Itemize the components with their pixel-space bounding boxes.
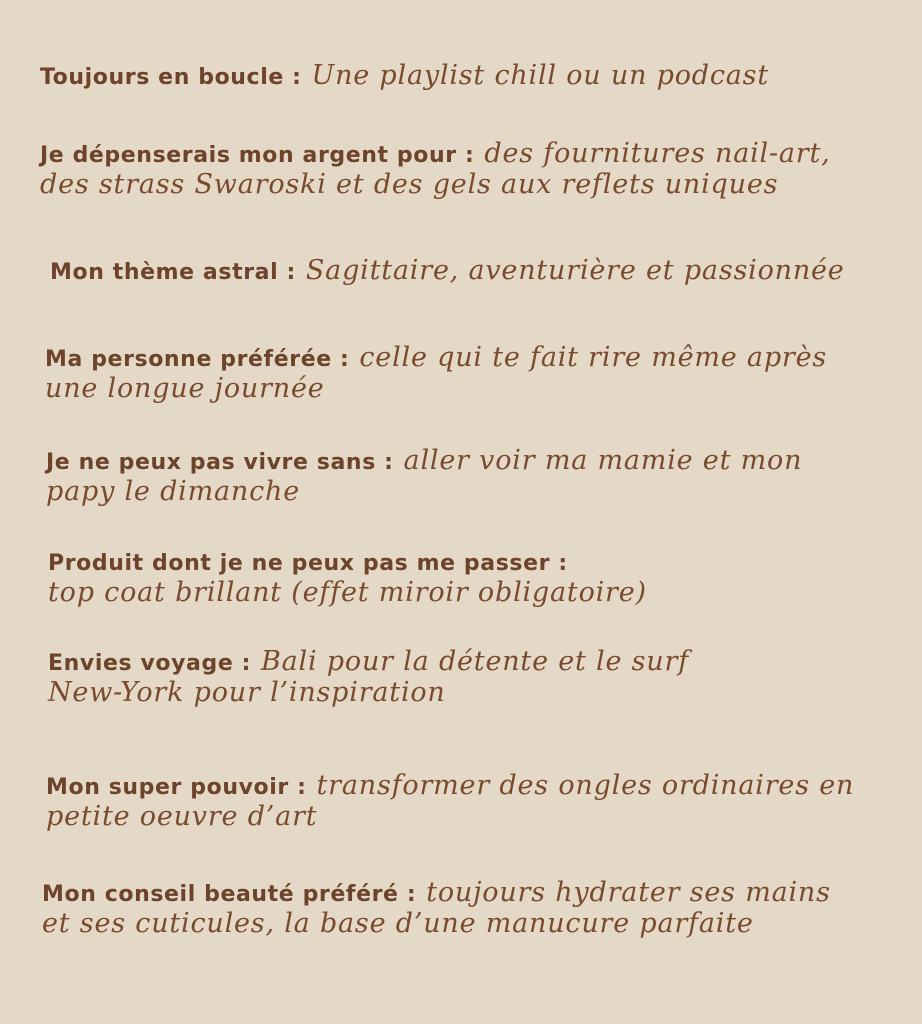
entry-spending xyxy=(40,140,831,198)
entry-value: Une playlist chill ou un podcast xyxy=(311,60,769,91)
entry-value: toujours hydrater ses mains xyxy=(426,877,831,908)
entry-line-continued xyxy=(45,375,827,402)
entry-value: aller voir ma mamie et mon xyxy=(403,445,803,476)
entry-label: Mon super pouvoir : xyxy=(46,775,307,800)
entry-line-continued xyxy=(46,478,802,505)
entry-value-continued: une longue journée xyxy=(45,373,325,404)
entry-on-repeat xyxy=(40,62,769,89)
entry-label: Envies voyage : xyxy=(48,651,252,676)
entry-line xyxy=(48,648,689,675)
entry-must-have-product xyxy=(48,548,647,606)
entry-value-continued: et ses cuticules, la base d’une manucure parfaite xyxy=(42,908,754,939)
entry-value: Sagittaire, aventurière et passionnée xyxy=(305,255,845,286)
entry-line-continued xyxy=(48,579,647,606)
entry-favorite-person xyxy=(45,344,827,402)
entry-line xyxy=(46,772,854,799)
entry-label: Mon thème astral : xyxy=(50,260,296,285)
entry-astrology xyxy=(50,257,845,284)
entry-value-continued: top coat brillant (effet miroir obligatoire) xyxy=(48,577,647,608)
entry-line-continued xyxy=(46,803,854,830)
entry-line xyxy=(42,879,831,906)
entry-line-continued xyxy=(42,910,831,937)
entry-line xyxy=(46,447,802,474)
entry-value: des fournitures nail-art, xyxy=(484,138,831,169)
entry-label: Mon conseil beauté préféré : xyxy=(42,882,417,907)
entry-cannot-live-without xyxy=(46,447,802,505)
entry-line-continued xyxy=(40,171,831,198)
entry-value-continued: petite oeuvre d’art xyxy=(46,801,318,832)
entry-line xyxy=(40,62,769,89)
entry-value: Bali pour la détente et le surf xyxy=(261,646,689,677)
entry-label: Je dépenserais mon argent pour : xyxy=(40,143,475,168)
entry-label: Je ne peux pas vivre sans : xyxy=(46,450,394,475)
entry-label: Ma personne préférée : xyxy=(45,347,350,372)
entry-value-continued: New-York pour l’inspiration xyxy=(48,677,446,708)
entry-line xyxy=(50,257,845,284)
entry-line-continued xyxy=(48,679,689,706)
entry-travel-wishes xyxy=(48,648,689,706)
entry-line xyxy=(45,344,827,371)
entry-beauty-tip xyxy=(42,879,831,937)
entry-line xyxy=(48,548,647,575)
entry-value-continued: papy le dimanche xyxy=(46,476,300,507)
entry-superpower xyxy=(46,772,854,830)
entry-label: Produit dont je ne peux pas me passer : xyxy=(48,551,568,576)
entry-label: Toujours en boucle : xyxy=(40,65,302,90)
entry-value: transformer des ongles ordinaires en xyxy=(316,770,855,801)
entry-line xyxy=(40,140,831,167)
entry-value-continued: des strass Swaroski et des gels aux reflets uniques xyxy=(40,169,779,200)
entry-value: celle qui te fait rire même après xyxy=(359,342,828,373)
